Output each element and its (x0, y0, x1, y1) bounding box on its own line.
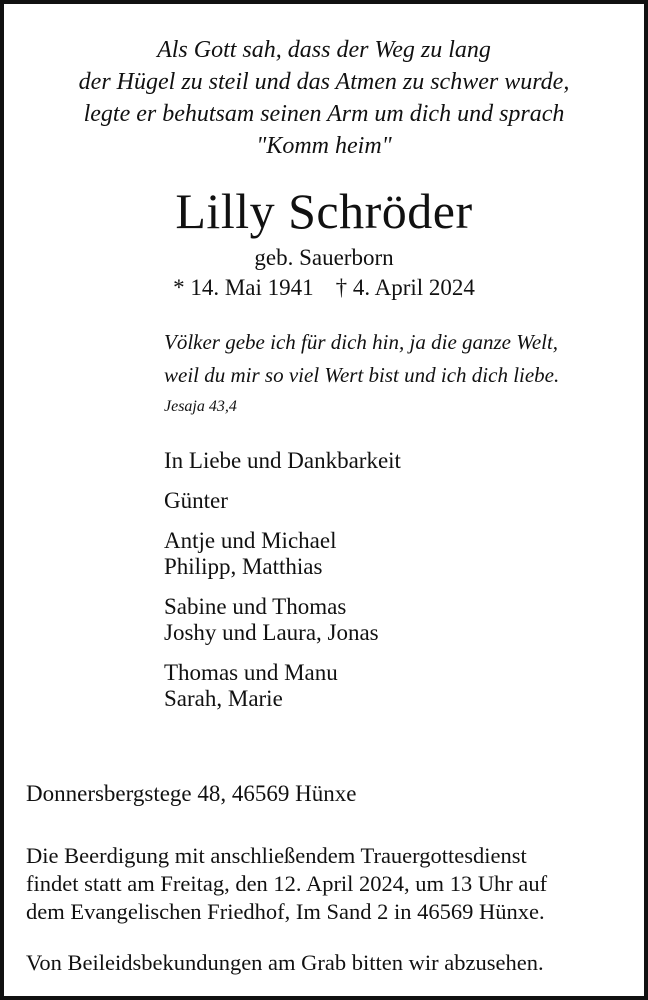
funeral-line: dem Evangelischen Friedhof, Im Sand 2 in 46569 Hünxe. (26, 899, 545, 924)
mourner-name: Joshy und Laura, Jonas (164, 620, 379, 645)
life-dates (4, 274, 644, 302)
mourner-name: Günter (164, 488, 228, 513)
poem-line: legte er behutsam seinen Arm um dich und sprach (83, 101, 565, 127)
mourner-group (164, 488, 401, 514)
mourner-name: Thomas und Manu (164, 660, 338, 685)
mourners (164, 448, 401, 726)
poem-line: "Komm heim" (256, 133, 392, 159)
poem-line: der Hügel zu steil und das Atmen zu schwer wurde, (78, 69, 570, 95)
death-date: † 4. April 2024 (335, 275, 475, 300)
mourners-intro: In Liebe und Dankbarkeit (164, 448, 401, 473)
maiden-name: geb. Sauerborn (254, 245, 394, 270)
funeral-line: findet statt am Freitag, den 12. April 2024, um 13 Uhr auf (26, 871, 548, 896)
funeral-info (26, 842, 547, 926)
mourner-group (164, 528, 401, 580)
bible-verse (164, 326, 559, 418)
funeral-line: Die Beerdigung mit anschließendem Trauergottesdienst (26, 843, 527, 868)
verse-line: Völker gebe ich für dich hin, ja die ganze Welt, (164, 330, 559, 354)
verse-line: weil du mir so viel Wert bist und ich dich liebe. (164, 363, 560, 387)
birth-date: * 14. Mai 1941 (173, 275, 314, 300)
address: Donnersbergstege 48, 46569 Hünxe (26, 781, 357, 806)
deceased-name: Lilly Schröder (175, 183, 473, 239)
mourner-group (164, 660, 401, 712)
poem (4, 34, 644, 162)
mourner-name: Antje und Michael (164, 528, 337, 553)
mourner-name: Sabine und Thomas (164, 594, 347, 619)
poem-line: Als Gott sah, dass der Weg zu lang (157, 37, 491, 63)
verse-source: Jesaja 43,4 (164, 398, 237, 415)
mourner-group (164, 594, 401, 646)
mourner-name: Sarah, Marie (164, 686, 283, 711)
condolence-note: Von Beileidsbekundungen am Grab bitten wir abzusehen. (26, 950, 544, 975)
mourner-name: Philipp, Matthias (164, 554, 323, 579)
